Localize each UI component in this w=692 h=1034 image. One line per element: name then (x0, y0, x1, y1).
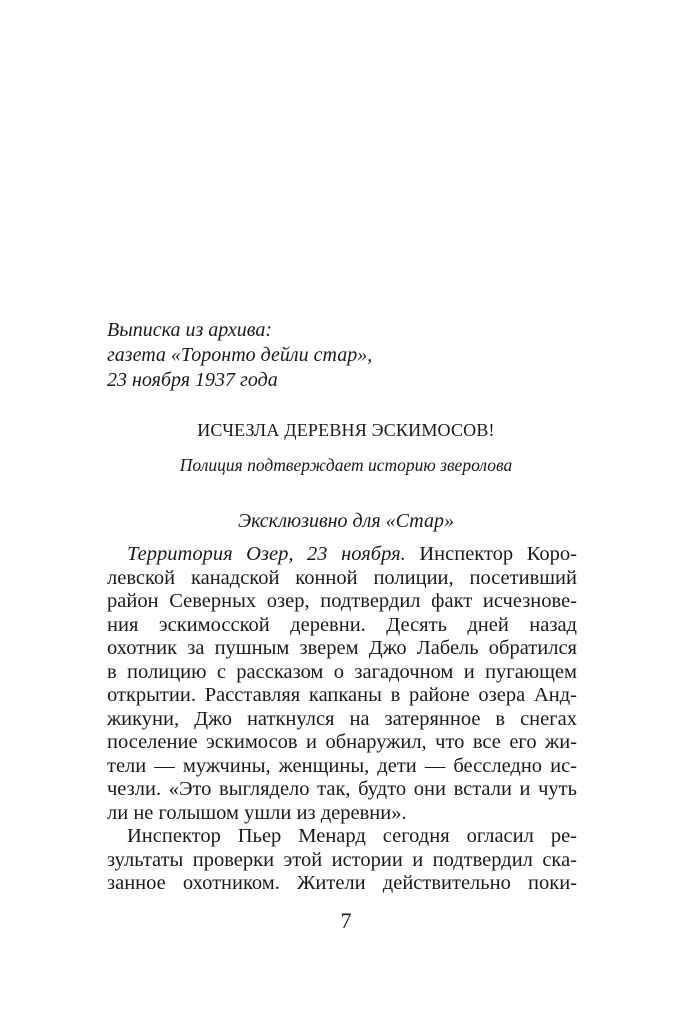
paragraph-1-line-5: охотник за пушным зверем Джо Лабель обратился (107, 637, 577, 659)
paragraph-1-line-3: район Северных озер, подтвердил факт исчезнове- (107, 590, 577, 612)
paragraph-1-line-6: в полицию с рассказом о загадочном и пугающем (107, 660, 577, 683)
page-number: 7 (340, 908, 352, 933)
paragraph-1-line-7: открытии. Расставляя капканы в районе озера Анд- (107, 684, 577, 706)
paragraph-1-line-4: ния эскимосской деревни. Десять дней назад (107, 613, 577, 636)
epigraph-line-3: 23 ноября 1937 года (107, 369, 278, 391)
paragraph-1-line-10: тели — мужчины, женщины, дети — бесследно ис- (107, 754, 577, 777)
article-body (107, 543, 577, 896)
archive-epigraph (107, 318, 372, 393)
epigraph-line-1: Выписка из архива: (107, 319, 272, 341)
paragraph-1-line-1-text: Инспектор Коро- (405, 543, 577, 565)
epigraph-line-2: газета «Торонто дейли стар», (107, 344, 373, 366)
exclusive-note: Эксклюзивно для «Стар» (238, 510, 454, 532)
paragraph-1-line-9: поселение эскимосов и обнаружил, что все его жи- (107, 731, 577, 753)
paragraph-2-line-3: занное охотником. Жители действительно поки- (107, 872, 577, 894)
dateline: Территория Озер, 23 ноября. (127, 543, 406, 565)
paragraph-1-line-2: левской канадской конной полиции, посетивший (107, 566, 577, 589)
paragraph-1-line-1 (107, 543, 577, 567)
paragraph-2-line-2: зультаты проверки этой истории и подтвердил ска- (107, 848, 577, 871)
paragraph-1-line-12: ли не голышом ушли из деревни». (107, 801, 407, 824)
paragraph-1-line-8: жикуни, Джо наткнулся на затерянное в снегах (107, 707, 577, 730)
paragraph-2-line-1: Инспектор Пьер Менард сегодня огласил ре- (127, 825, 577, 847)
article-subheadline: Полиция подтверждает историю зверолова (179, 455, 513, 475)
paragraph-1-line-11: чезли. «Это выглядело так, будто они встали и чуть (107, 778, 577, 800)
article-headline: ИСЧЕЗЛА ДЕРЕВНЯ ЭСКИМОСОВ! (197, 420, 495, 440)
